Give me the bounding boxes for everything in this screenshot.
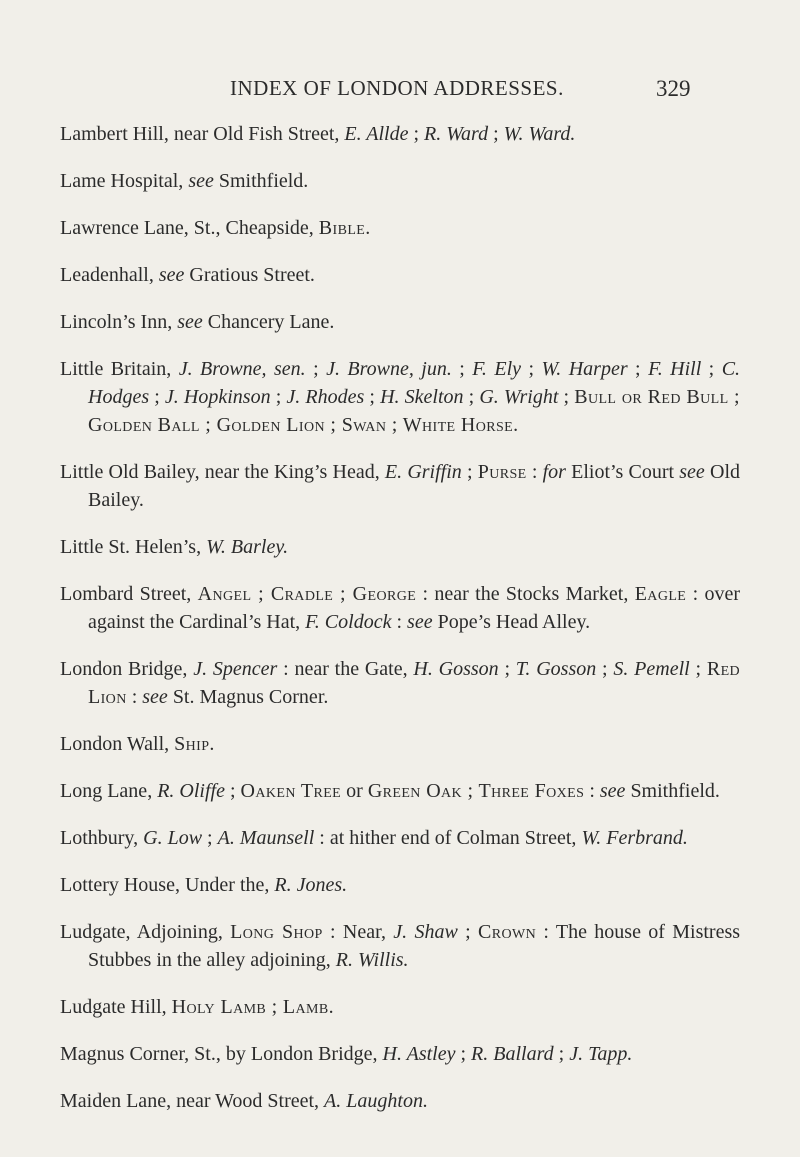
entry-text: Lincoln’s Inn,: [60, 311, 178, 333]
entry-text: : near the Gate,: [277, 658, 414, 680]
entry-text: Lothbury,: [60, 827, 144, 849]
entry-italic-text: A. Laughton.: [324, 1090, 428, 1112]
entry-text: Chancery Lane.: [202, 311, 335, 333]
index-entry: [60, 458, 740, 514]
entry-italic-text: E. Griffin: [384, 461, 462, 483]
entry-text: Lambert Hill, near Old Fish Street,: [60, 123, 345, 145]
entry-text: Smithfield.: [213, 170, 309, 192]
entry-text: :: [391, 611, 408, 633]
index-entry: [60, 824, 740, 852]
entry-text: Maiden Lane, near Wood Street,: [60, 1090, 325, 1112]
index-entry: [60, 355, 740, 439]
entry-text: ;: [149, 386, 165, 408]
entry-sign-text: Red Lion: [88, 658, 741, 708]
entry-text: Little Britain,: [60, 358, 179, 380]
entry-text: : at hither end of Colman Street,: [314, 827, 582, 849]
entry-text: ;: [521, 358, 542, 380]
index-entry: [60, 214, 740, 242]
entry-italic-text: C. Hodges: [88, 358, 741, 408]
entry-sign-text: Oaken Tree: [240, 780, 342, 802]
entry-text: ;: [224, 780, 241, 802]
page-header: [0, 76, 800, 110]
entry-italic-text: H. Gosson: [413, 658, 499, 680]
entry-italic-text: J. Browne, jun.: [326, 358, 452, 380]
entry-italic-text: see: [599, 780, 626, 802]
entry-text: :: [126, 686, 143, 708]
entry-text: ;: [451, 358, 473, 380]
entry-italic-text: see: [177, 311, 203, 333]
running-head: INDEX OF LONDON ADDRESSES.: [230, 76, 564, 100]
page-number: 329: [656, 76, 691, 101]
index-entry: [60, 120, 740, 148]
entry-text: ;: [364, 386, 381, 408]
index-entry: [60, 1087, 740, 1115]
entry-italic-text: W. Barley.: [206, 536, 289, 558]
entry-italic-text: see: [158, 264, 185, 286]
entry-text: ;: [498, 658, 516, 680]
entry-text: ;: [270, 386, 287, 408]
entry-italic-text: F. Hill: [648, 358, 702, 380]
entry-italic-text: H. Skelton: [380, 386, 464, 408]
entry-text: London Wall,: [60, 733, 175, 755]
index-entry: [60, 730, 740, 758]
entry-text: ;: [408, 123, 425, 145]
entry-italic-text: H. Astley: [382, 1043, 456, 1065]
entry-text: ;: [488, 123, 504, 145]
index-entry: [60, 167, 740, 195]
entry-italic-text: J. Tapp.: [569, 1043, 633, 1065]
entry-italic-text: R. Jones.: [274, 874, 348, 896]
entry-italic-text: S. Pemell: [613, 658, 690, 680]
entry-italic-text: R. Ballard: [471, 1043, 554, 1065]
entry-text: Eliot’s Court: [565, 461, 680, 483]
entry-italic-text: see: [407, 611, 433, 633]
index-entry: [60, 1040, 740, 1068]
entry-text: ;: [701, 358, 722, 380]
entry-text: : over against the Cardinal’s Hat,: [88, 583, 740, 633]
entry-text: Smithfield.: [625, 780, 720, 802]
index-entry: [60, 777, 740, 805]
entry-text: Lame Hospital,: [60, 170, 189, 192]
index-entry: [60, 533, 740, 561]
entry-sign-text: Bible.: [318, 217, 371, 239]
index-entry: [60, 308, 740, 336]
entry-italic-text: G. Low: [143, 827, 203, 849]
entry-text: ;: [553, 1043, 570, 1065]
entry-italic-text: R. Oliffe: [157, 780, 225, 802]
entry-italic-text: J. Hopkinson: [164, 386, 271, 408]
entry-sign-text: Angel ; Cradle ; George: [197, 583, 417, 605]
entry-sign-text: Holy Lamb ; Lamb.: [171, 996, 335, 1018]
index-entry: [60, 655, 740, 711]
entry-italic-text: E. Allde: [344, 123, 409, 145]
entry-italic-text: W. Ferbrand.: [581, 827, 688, 849]
entry-text: ;: [689, 658, 707, 680]
entry-text: Little Old Bailey, near the King’s Head,: [60, 461, 385, 483]
index-entry: [60, 261, 740, 289]
index-entry: [60, 871, 740, 899]
entry-text: Gratious Street.: [184, 264, 315, 286]
entry-italic-text: R. Ward: [424, 123, 489, 145]
entry-text: : near the Stocks Market,: [416, 583, 635, 605]
entry-text: ;: [627, 358, 649, 380]
entry-italic-text: G. Wright: [479, 386, 559, 408]
entry-text: :: [584, 780, 600, 802]
entry-text: Long Lane,: [60, 780, 158, 802]
entry-italic-text: W. Harper: [541, 358, 628, 380]
entry-italic-text: J. Shaw: [393, 921, 458, 943]
entry-sign-text: Green Oak ; Three Foxes: [367, 780, 585, 802]
entry-italic-text: for: [542, 461, 566, 483]
entry-text: :: [526, 461, 543, 483]
entry-italic-text: J. Rhodes: [286, 386, 365, 408]
entry-sign-text: Purse: [477, 461, 527, 483]
entry-text: ;: [457, 921, 478, 943]
index-entry: [60, 993, 740, 1021]
entry-text: St. Magnus Corner.: [167, 686, 329, 708]
entry-text: ;: [558, 386, 575, 408]
index-entry: [60, 580, 740, 636]
entry-text: Pope’s Head Alley.: [432, 611, 591, 633]
entry-text: Old Bailey.: [88, 461, 740, 511]
entry-sign-text: Eagle: [634, 583, 687, 605]
entry-text: or: [341, 780, 368, 802]
entry-italic-text: W. Ward.: [503, 123, 576, 145]
entry-sign-text: Bull or Red Bull ; Golden Ball ; Golden Lion ; Swan ; White Horse.: [88, 386, 741, 436]
entry-text: Lottery House, Under the,: [60, 874, 275, 896]
entry-text: London Bridge,: [60, 658, 194, 680]
entry-text: Lombard Street,: [60, 583, 198, 605]
entry-text: ;: [305, 358, 327, 380]
entry-text: Lawrence Lane, St., Cheapside,: [60, 217, 319, 239]
entry-text: : The house of Mistress Stubbes in the alley adjoining,: [88, 921, 741, 971]
entry-text: ;: [461, 461, 478, 483]
entry-text: Ludgate Hill,: [60, 996, 172, 1018]
entry-text: Ludgate, Adjoining,: [60, 921, 231, 943]
entry-italic-text: see: [188, 170, 214, 192]
entry-text: ;: [455, 1043, 472, 1065]
entry-italic-text: R. Willis.: [335, 949, 409, 971]
entry-sign-text: Ship.: [174, 733, 215, 755]
entry-text: Leadenhall,: [60, 264, 159, 286]
index-entries: [60, 120, 740, 1134]
entry-italic-text: J. Spencer: [193, 658, 278, 680]
entry-text: Little St. Helen’s,: [60, 536, 207, 558]
entry-italic-text: A. Maunsell: [217, 827, 315, 849]
entry-italic-text: T. Gosson: [515, 658, 597, 680]
entry-italic-text: see: [142, 686, 168, 708]
index-entry: [60, 918, 740, 974]
entry-text: Magnus Corner, St., by London Bridge,: [60, 1043, 383, 1065]
entry-sign-text: Crown: [477, 921, 537, 943]
entry-italic-text: F. Coldock: [305, 611, 392, 633]
entry-text: ;: [596, 658, 614, 680]
entry-italic-text: J. Browne, sen.: [178, 358, 306, 380]
entry-italic-text: see: [679, 461, 705, 483]
entry-italic-text: F. Ely: [472, 358, 522, 380]
entry-sign-text: Long Shop: [230, 921, 323, 943]
entry-text: ;: [463, 386, 480, 408]
entry-text: ;: [202, 827, 218, 849]
entry-text: : Near,: [322, 921, 394, 943]
